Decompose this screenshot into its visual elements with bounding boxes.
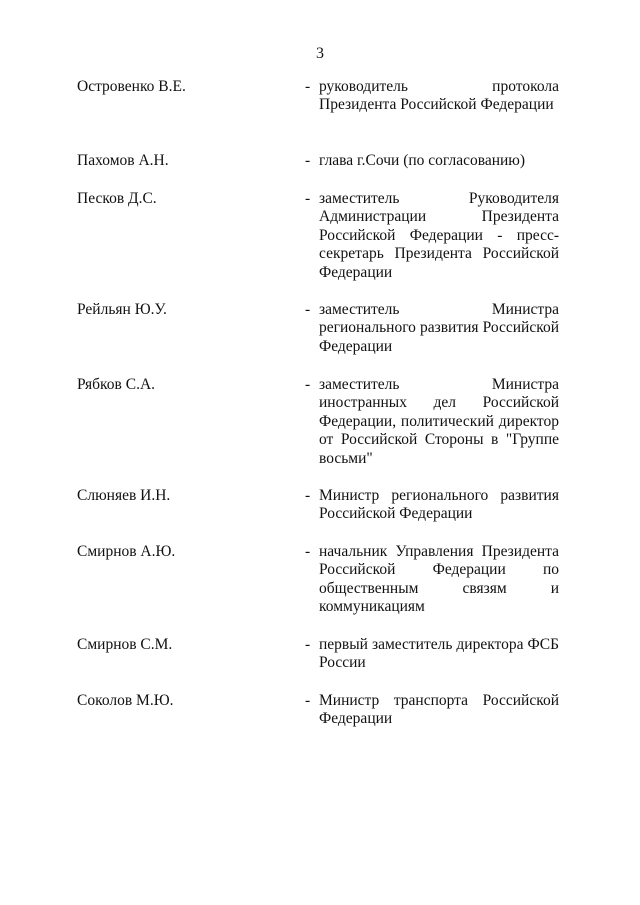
person-role: заместитель Министра иностранных дел Российской Федерации, политический директор от Российской Стороны в "Группе восьми" xyxy=(319,376,559,467)
page-number: 3 xyxy=(316,45,324,62)
person-role: Министр транспорта Российской Федерации xyxy=(319,692,559,728)
entry-dash: - xyxy=(305,487,311,504)
entry-dash: - xyxy=(305,636,311,653)
person-role: глава г.Сочи (по согласованию) xyxy=(319,152,526,169)
person-name: Смирнов С.М. xyxy=(77,636,173,653)
person-name: Слюняев И.Н. xyxy=(77,487,171,504)
person-role: начальник Управления Президента Российской Федерации по общественным связям и коммуникациям xyxy=(319,543,559,616)
entry-dash: - xyxy=(305,376,311,393)
person-name: Островенко В.Е. xyxy=(77,78,186,95)
person-role: первый заместитель директора ФСБ России xyxy=(319,636,559,672)
person-role: руководитель протокола Президента Российской Федерации xyxy=(319,78,559,114)
person-name: Смирнов А.Ю. xyxy=(77,543,176,560)
person-name: Соколов М.Ю. xyxy=(77,692,174,709)
person-name: Песков Д.С. xyxy=(77,190,157,207)
entry-dash: - xyxy=(305,78,311,95)
person-role: заместитель Министра регионального развития Российской Федерации xyxy=(319,301,559,355)
person-name: Рейльян Ю.У. xyxy=(77,301,167,318)
entry-dash: - xyxy=(305,301,311,318)
person-name: Пахомов А.Н. xyxy=(77,152,169,169)
person-role: заместитель Руководителя Администрации Президента Российской Федерации - пресс-секретарь Президента Российской Федерации xyxy=(319,190,559,281)
entry-dash: - xyxy=(305,190,311,207)
entry-dash: - xyxy=(305,152,311,169)
person-name: Рябков С.А. xyxy=(77,376,156,393)
entry-dash: - xyxy=(305,692,311,709)
entry-dash: - xyxy=(305,543,311,560)
person-role: Министр регионального развития Российской Федерации xyxy=(319,487,559,523)
